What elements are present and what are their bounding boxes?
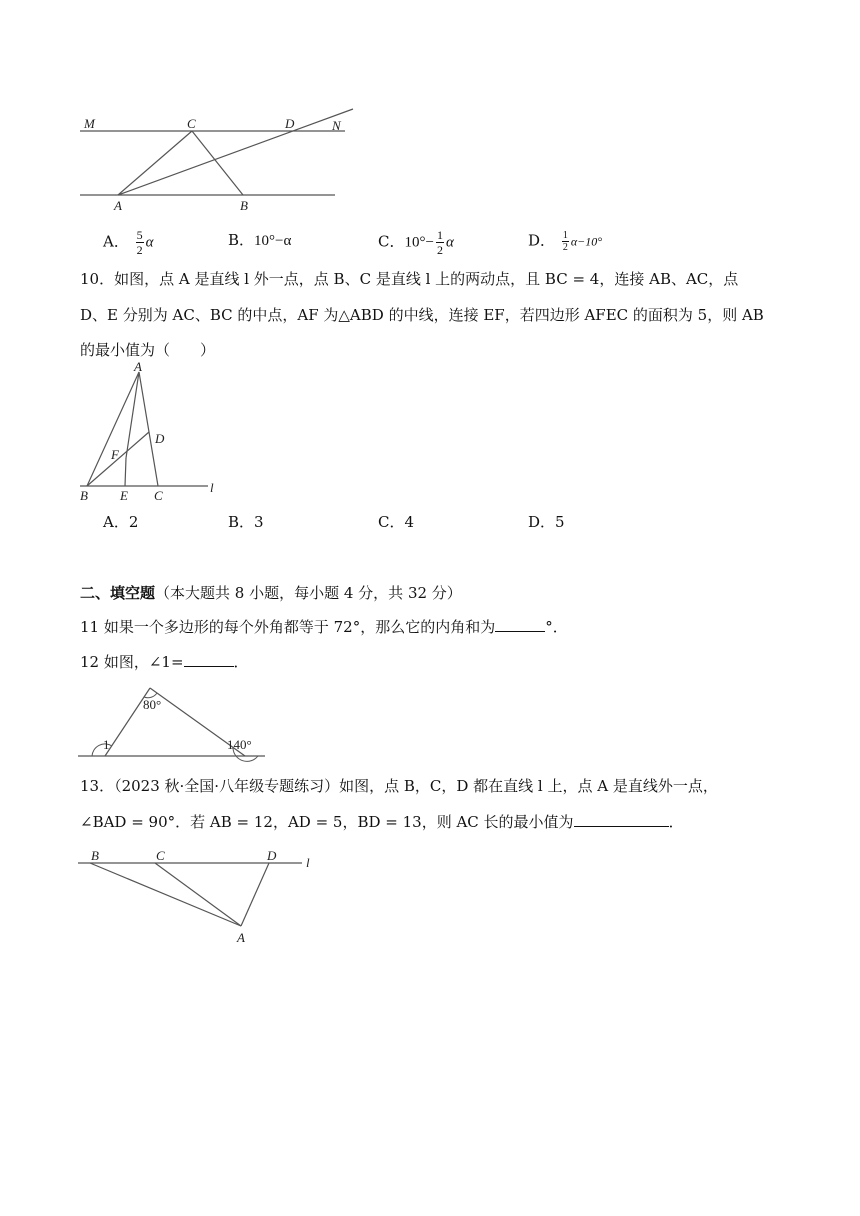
angle-label-80: 80° <box>143 697 162 712</box>
label-B: B <box>80 488 88 503</box>
q10-line-1: 10．如图，点 A 是直线 l 外一点，点 B、C 是直线 l 上的两动点，且 BC = 4，连接 AB、AC，点 <box>80 270 739 288</box>
label-C: C <box>187 116 196 131</box>
angle-label-140: 140° <box>227 737 252 752</box>
q10-option-b: B．3 <box>228 513 264 531</box>
label-C: C <box>154 488 163 503</box>
label-E: E <box>120 488 128 503</box>
label-A: A <box>237 930 245 945</box>
label-A: A <box>114 198 122 213</box>
q10-option-d: D．5 <box>528 513 565 531</box>
q13-answer-blank <box>574 812 669 827</box>
label-l: l <box>210 480 214 495</box>
figure-q12 <box>70 680 270 765</box>
q12-answer-blank <box>184 652 234 667</box>
label-N: N <box>332 118 341 133</box>
figure-q13 <box>70 843 330 948</box>
section-note: （本大题共 8 小题，每小题 4 分，共 32 分） <box>155 584 462 602</box>
section-title: 二、填空题 <box>80 584 156 602</box>
q11: 11 如果一个多边形的每个外角都等于 72°，那么它的内角和为 °． <box>80 618 568 636</box>
label-M: M <box>84 116 95 131</box>
q10-option-a: A．2 <box>103 513 139 531</box>
label-F: F <box>111 447 119 462</box>
q10-line-3: 的最小值为（ ） <box>80 341 216 359</box>
q9-option-a: A． $\frac{5}{2}$ α <box>103 228 154 257</box>
figure-q9 <box>70 100 370 220</box>
figure-q10 <box>70 359 230 507</box>
label-B: B <box>91 848 99 863</box>
section-heading <box>80 583 462 603</box>
q10-line-2: D、E 分别为 AC、BC 的中点，AF 为△ABD 的中线，连接 EF，若四边形 AFEC 的面积为 5，则 AB <box>80 306 764 324</box>
label-D: D <box>285 116 295 131</box>
label-D: D <box>267 848 277 863</box>
q9-option-d: D． $\frac{1}{2}$ α−10° <box>528 230 603 253</box>
q12: 12 如图，∠1= ． <box>80 653 249 671</box>
q13-line-1: 13．（2023 秋·全国·八年级专题练习）如图，点 B，C，D 都在直线 l 上，点 A 是直线外一点， <box>80 777 718 795</box>
angle-label-1: 1 <box>103 737 110 752</box>
label-A: A <box>134 359 142 374</box>
q13-line-2: ∠BAD = 90°．若 AB = 12，AD = 5，BD = 13，则 AC 长的最小值为 ． <box>80 813 684 831</box>
q11-answer-blank <box>495 617 545 632</box>
q9-option-b: B．10°−α <box>228 231 292 249</box>
q9-option-c: C．10°− $\frac{1}{2}$ α <box>378 228 454 257</box>
q10-option-c: C．4 <box>378 513 415 531</box>
label-C: C <box>156 848 165 863</box>
label-l: l <box>306 855 310 870</box>
label-B: B <box>240 198 248 213</box>
label-D: D <box>155 431 165 446</box>
